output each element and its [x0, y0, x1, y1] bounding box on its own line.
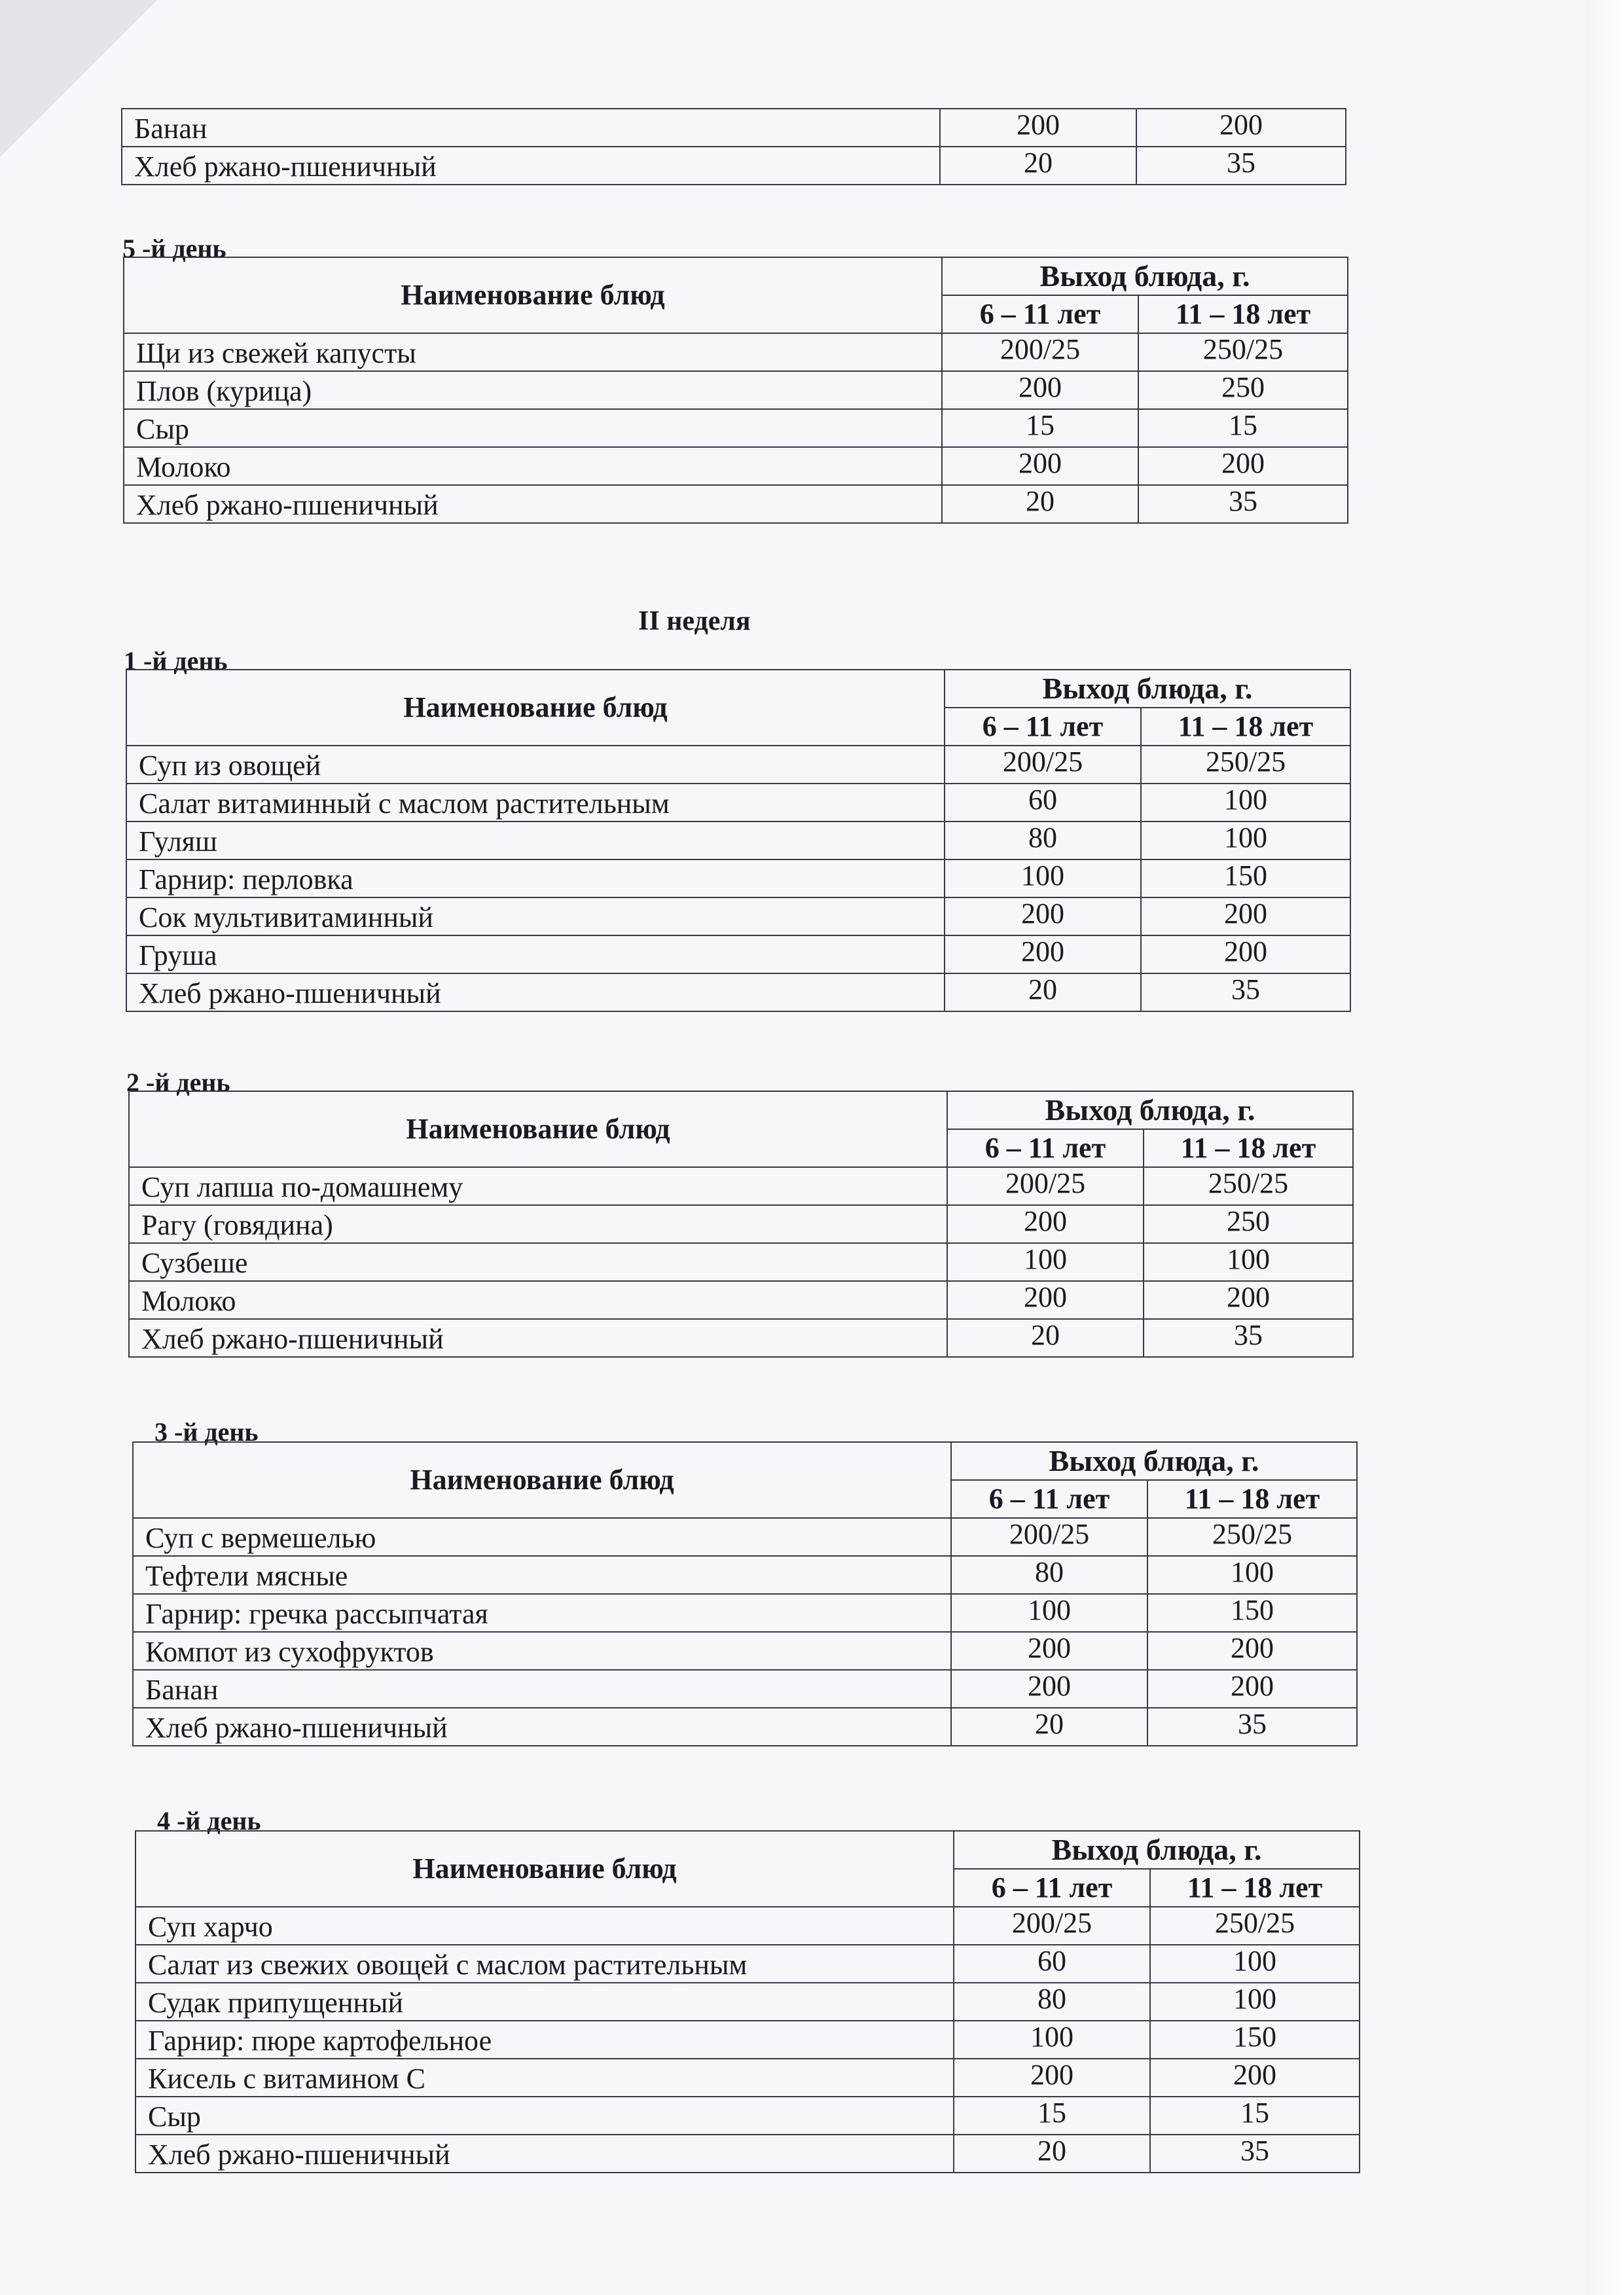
yield-6-11: 200/25 [945, 746, 1141, 784]
dish-name: Судак припущенный [135, 1983, 954, 2021]
column-header-yield: Выход блюда, г. [954, 1831, 1360, 1869]
column-header-dish: Наименование блюд [126, 670, 945, 746]
column-header-age-6-11: 6 – 11 лет [951, 1480, 1147, 1518]
table-row [124, 333, 1348, 371]
yield-6-11: 20 [940, 147, 1136, 185]
yield-6-11: 200/25 [942, 333, 1138, 371]
column-header-dish: Наименование блюд [129, 1091, 947, 1167]
yield-11-18: 200 [1136, 109, 1346, 147]
day-heading: 4 -й день [157, 1806, 261, 1835]
yield-6-11: 200/25 [954, 1907, 1150, 1945]
yield-11-18: 250/25 [1141, 746, 1350, 784]
table-body [133, 1442, 1357, 1746]
table-row [129, 1243, 1353, 1281]
table-row [122, 147, 1346, 185]
table-row [135, 1907, 1360, 1945]
yield-11-18: 100 [1150, 1983, 1360, 2021]
table-row [133, 1632, 1357, 1670]
dish-name: Хлеб ржано-пшеничный [135, 2135, 954, 2173]
menu-table-continued [121, 108, 1346, 185]
yield-6-11: 200 [942, 371, 1138, 409]
column-header-yield: Выход блюда, г. [947, 1091, 1353, 1129]
column-header-age-11-18: 11 – 18 лет [1141, 708, 1350, 746]
header-row [129, 1091, 1353, 1129]
yield-6-11: 20 [954, 2135, 1150, 2173]
yield-11-18: 15 [1138, 409, 1348, 447]
table-body [129, 1091, 1353, 1357]
dish-name: Суп с вермешелью [133, 1518, 951, 1556]
yield-11-18: 15 [1150, 2097, 1360, 2135]
column-header-age-6-11: 6 – 11 лет [954, 1869, 1150, 1907]
table-row [126, 935, 1350, 973]
dish-name: Суп лапша по-домашнему [129, 1167, 947, 1205]
table-row [129, 1319, 1353, 1357]
yield-11-18: 35 [1144, 1319, 1353, 1357]
yield-6-11: 80 [951, 1556, 1147, 1594]
yield-6-11: 80 [945, 822, 1141, 859]
column-header-dish: Наименование блюд [135, 1831, 954, 1907]
dish-name: Хлеб ржано-пшеничный [122, 147, 940, 185]
yield-11-18: 200 [1141, 935, 1350, 973]
column-header-dish: Наименование блюд [124, 257, 942, 333]
yield-6-11: 20 [947, 1319, 1144, 1357]
table-row [124, 409, 1348, 447]
page-edge [1585, 0, 1624, 2295]
table-row [133, 1670, 1357, 1708]
yield-11-18: 200 [1138, 447, 1348, 485]
yield-11-18: 250/25 [1150, 1907, 1360, 1945]
table-row [129, 1167, 1353, 1205]
table-row [135, 1945, 1360, 1983]
dish-name: Хлеб ржано-пшеничный [124, 485, 942, 523]
dish-name: Банан [133, 1670, 951, 1708]
yield-6-11: 200 [951, 1670, 1147, 1708]
table-row [135, 2021, 1360, 2059]
table-row [135, 1983, 1360, 2021]
yield-11-18: 250 [1144, 1205, 1353, 1243]
yield-11-18: 250/25 [1144, 1167, 1353, 1205]
header-row [126, 670, 1350, 708]
yield-11-18: 35 [1136, 147, 1346, 185]
dish-name: Гуляш [126, 822, 945, 859]
table-body [135, 1831, 1360, 2173]
table-row [126, 746, 1350, 784]
yield-11-18: 250 [1138, 371, 1348, 409]
yield-6-11: 20 [951, 1708, 1147, 1746]
table-body [122, 109, 1346, 185]
dish-name: Сыр [124, 409, 942, 447]
table-row [122, 109, 1346, 147]
yield-11-18: 35 [1147, 1708, 1357, 1746]
column-header-dish: Наименование блюд [133, 1442, 951, 1518]
dish-name: Хлеб ржано-пшеничный [133, 1708, 951, 1746]
column-header-age-11-18: 11 – 18 лет [1147, 1480, 1357, 1518]
yield-6-11: 200 [947, 1281, 1144, 1319]
dish-name: Рагу (говядина) [129, 1205, 947, 1243]
header-row [135, 1831, 1360, 1869]
yield-6-11: 80 [954, 1983, 1150, 2021]
yield-11-18: 35 [1150, 2135, 1360, 2173]
column-header-age-6-11: 6 – 11 лет [945, 708, 1141, 746]
table-body [126, 670, 1350, 1011]
yield-6-11: 15 [942, 409, 1138, 447]
dish-name: Салат витаминный с маслом растительным [126, 784, 945, 822]
column-header-age-6-11: 6 – 11 лет [942, 295, 1138, 333]
dish-name: Гарнир: перловка [126, 859, 945, 897]
table-row [126, 859, 1350, 897]
yield-11-18: 100 [1141, 784, 1350, 822]
yield-6-11: 60 [954, 1945, 1150, 1983]
yield-6-11: 20 [942, 485, 1138, 523]
column-header-age-6-11: 6 – 11 лет [947, 1129, 1144, 1167]
yield-11-18: 35 [1138, 485, 1348, 523]
yield-6-11: 200 [945, 897, 1141, 935]
yield-6-11: 100 [954, 2021, 1150, 2059]
yield-6-11: 100 [945, 859, 1141, 897]
table-row [126, 784, 1350, 822]
dish-name: Банан [122, 109, 940, 147]
column-header-age-11-18: 11 – 18 лет [1144, 1129, 1353, 1167]
table-row [135, 2135, 1360, 2173]
dish-name: Суп харчо [135, 1907, 954, 1945]
yield-11-18: 150 [1147, 1594, 1357, 1632]
yield-11-18: 200 [1147, 1670, 1357, 1708]
dish-name: Хлеб ржано-пшеничный [126, 973, 945, 1011]
yield-11-18: 200 [1141, 897, 1350, 935]
yield-6-11: 200 [942, 447, 1138, 485]
table-row [129, 1281, 1353, 1319]
menu-table-week2-day4 [135, 1830, 1360, 2173]
header-row [124, 257, 1348, 295]
dish-name: Хлеб ржано-пшеничный [129, 1319, 947, 1357]
day-heading: 5 -й день [122, 234, 226, 263]
column-header-yield: Выход блюда, г. [951, 1442, 1357, 1480]
yield-11-18: 250/25 [1138, 333, 1348, 371]
yield-6-11: 200 [947, 1205, 1144, 1243]
yield-6-11: 20 [945, 973, 1141, 1011]
table-row [133, 1556, 1357, 1594]
yield-6-11: 60 [945, 784, 1141, 822]
dish-name: Сок мультивитаминный [126, 897, 945, 935]
menu-table-week1-day5 [123, 257, 1348, 524]
yield-11-18: 150 [1150, 2021, 1360, 2059]
dish-name: Плов (курица) [124, 371, 942, 409]
yield-11-18: 150 [1141, 859, 1350, 897]
table-row [133, 1594, 1357, 1632]
yield-11-18: 200 [1144, 1281, 1353, 1319]
dish-name: Салат из свежих овощей с маслом растительным [135, 1945, 954, 1983]
yield-6-11: 200 [945, 935, 1141, 973]
day-heading: 3 -й день [154, 1417, 259, 1447]
yield-6-11: 100 [951, 1594, 1147, 1632]
header-row [133, 1442, 1357, 1480]
dish-name: Молоко [129, 1281, 947, 1319]
dish-name: Груша [126, 935, 945, 973]
week-title: II неделя [638, 606, 751, 636]
dish-name: Тефтели мясные [133, 1556, 951, 1594]
table-row [135, 2059, 1360, 2097]
yield-11-18: 35 [1141, 973, 1350, 1011]
day-heading: 1 -й день [124, 646, 228, 676]
dish-name: Кисель с витамином С [135, 2059, 954, 2097]
dish-name: Суп из овощей [126, 746, 945, 784]
menu-table-week2-day1 [126, 669, 1351, 1012]
dish-name: Гарнир: пюре картофельное [135, 2021, 954, 2059]
table-row [126, 973, 1350, 1011]
yield-6-11: 15 [954, 2097, 1150, 2135]
day-heading: 2 -й день [126, 1068, 230, 1097]
yield-11-18: 100 [1144, 1243, 1353, 1281]
dish-name: Щи из свежей капусты [124, 333, 942, 371]
yield-6-11: 100 [947, 1243, 1144, 1281]
table-row [126, 897, 1350, 935]
menu-table-week2-day2 [128, 1091, 1354, 1358]
table-row [133, 1708, 1357, 1746]
yield-6-11: 200 [940, 109, 1136, 147]
dish-name: Гарнир: гречка рассыпчатая [133, 1594, 951, 1632]
dish-name: Сузбеше [129, 1243, 947, 1281]
dish-name: Компот из сухофруктов [133, 1632, 951, 1670]
yield-6-11: 200 [951, 1632, 1147, 1670]
table-row [135, 2097, 1360, 2135]
table-row [124, 447, 1348, 485]
table-row [129, 1205, 1353, 1243]
table-body [124, 257, 1348, 523]
yield-11-18: 100 [1147, 1556, 1357, 1594]
yield-11-18: 200 [1147, 1632, 1357, 1670]
yield-11-18: 250/25 [1147, 1518, 1357, 1556]
dish-name: Сыр [135, 2097, 954, 2135]
column-header-age-11-18: 11 – 18 лет [1150, 1869, 1360, 1907]
yield-11-18: 200 [1150, 2059, 1360, 2097]
yield-6-11: 200/25 [951, 1518, 1147, 1556]
table-row [133, 1518, 1357, 1556]
column-header-age-11-18: 11 – 18 лет [1138, 295, 1348, 333]
column-header-yield: Выход блюда, г. [942, 257, 1348, 295]
menu-table-week2-day3 [132, 1441, 1358, 1746]
table-row [126, 822, 1350, 859]
yield-6-11: 200/25 [947, 1167, 1144, 1205]
yield-6-11: 200 [954, 2059, 1150, 2097]
table-row [124, 485, 1348, 523]
table-row [124, 371, 1348, 409]
column-header-yield: Выход блюда, г. [945, 670, 1350, 708]
yield-11-18: 100 [1141, 822, 1350, 859]
dish-name: Молоко [124, 447, 942, 485]
yield-11-18: 100 [1150, 1945, 1360, 1983]
